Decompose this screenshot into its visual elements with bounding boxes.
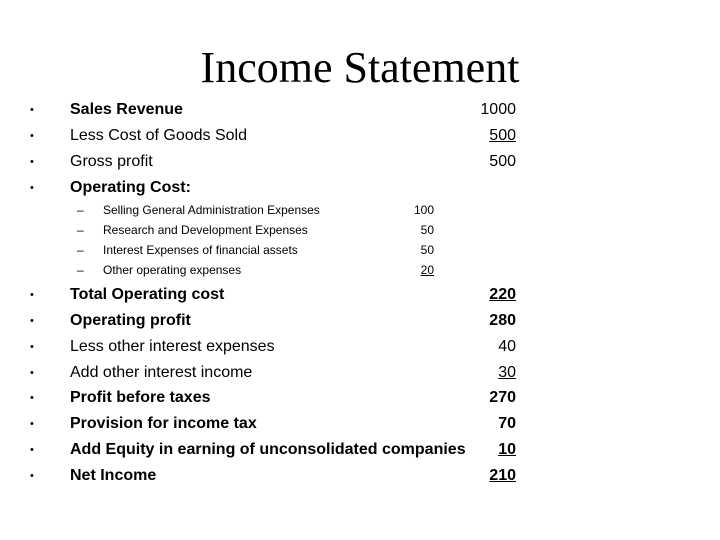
bullet: • bbox=[30, 341, 34, 353]
item-value: 220 bbox=[489, 286, 516, 303]
list-item-operating-cost bbox=[0, 176, 720, 200]
bullet: • bbox=[30, 130, 34, 142]
list-item-add-interest-income bbox=[0, 361, 720, 385]
bullet: • bbox=[30, 470, 34, 482]
sub-item-other-operating bbox=[0, 260, 720, 280]
bullet: • bbox=[30, 392, 34, 404]
item-label: Add Equity in earning of unconsolidated companies bbox=[70, 441, 466, 458]
bullet: • bbox=[30, 182, 34, 194]
item-value: 70 bbox=[498, 415, 516, 432]
item-value: 270 bbox=[489, 389, 516, 406]
bullet: • bbox=[30, 156, 34, 168]
bullet: • bbox=[30, 315, 34, 327]
sub-item-label: Selling General Administration Expenses bbox=[103, 203, 320, 217]
list-item-cost-of-goods-sold bbox=[0, 124, 720, 148]
list-item-provision-income-tax bbox=[0, 412, 720, 436]
dash: – bbox=[77, 223, 84, 237]
list-item-operating-profit bbox=[0, 309, 720, 333]
item-value: 10 bbox=[498, 441, 516, 458]
list-item-less-interest-expenses bbox=[0, 335, 720, 359]
slide-title: Income Statement bbox=[200, 43, 520, 92]
item-value: 40 bbox=[498, 338, 516, 355]
item-value: 210 bbox=[489, 467, 516, 484]
item-label: Profit before taxes bbox=[70, 389, 211, 406]
list-item-gross-profit bbox=[0, 150, 720, 174]
item-label: Sales Revenue bbox=[70, 101, 183, 118]
bullet: • bbox=[30, 104, 34, 116]
item-value: 500 bbox=[489, 127, 516, 144]
sub-item-label: Research and Development Expenses bbox=[103, 223, 308, 237]
sub-item-rnd bbox=[0, 220, 720, 240]
item-label: Provision for income tax bbox=[70, 415, 257, 432]
item-label: Total Operating cost bbox=[70, 286, 225, 303]
list-item-equity-earnings bbox=[0, 438, 720, 462]
bullet: • bbox=[30, 418, 34, 430]
item-label: Less Cost of Goods Sold bbox=[70, 127, 247, 144]
item-label: Net Income bbox=[70, 467, 157, 484]
dash: – bbox=[77, 203, 84, 217]
dash: – bbox=[77, 243, 84, 257]
list-item-total-operating-cost bbox=[0, 283, 720, 307]
bullet: • bbox=[30, 444, 34, 456]
sub-item-value: 50 bbox=[420, 243, 434, 257]
item-label: Gross profit bbox=[70, 153, 153, 170]
list-item-sales-revenue bbox=[0, 98, 720, 122]
item-value: 30 bbox=[498, 364, 516, 381]
item-value: 500 bbox=[489, 153, 516, 170]
bullet: • bbox=[30, 289, 34, 301]
item-label: Add other interest income bbox=[70, 364, 253, 381]
item-label: Less other interest expenses bbox=[70, 338, 275, 355]
sub-item-interest-expenses bbox=[0, 240, 720, 260]
item-label: Operating Cost: bbox=[70, 179, 191, 196]
sub-item-label: Interest Expenses of financial assets bbox=[103, 243, 298, 257]
sub-item-sga bbox=[0, 200, 720, 220]
item-label: Operating profit bbox=[70, 312, 191, 329]
sub-item-value: 50 bbox=[420, 223, 434, 237]
item-value: 280 bbox=[489, 312, 516, 329]
list-item-net-income bbox=[0, 464, 720, 488]
sub-item-label: Other operating expenses bbox=[103, 263, 242, 277]
sub-item-value: 100 bbox=[413, 203, 434, 217]
list-item-profit-before-taxes bbox=[0, 386, 720, 410]
item-value: 1000 bbox=[480, 101, 516, 118]
dash: – bbox=[77, 263, 84, 277]
bullet: • bbox=[30, 367, 34, 379]
sub-item-value: 20 bbox=[420, 263, 434, 277]
